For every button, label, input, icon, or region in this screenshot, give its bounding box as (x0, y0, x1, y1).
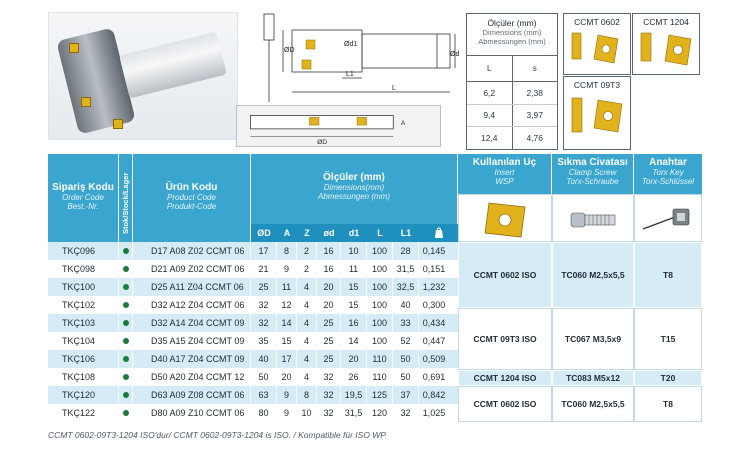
cell-Z: 4 (297, 350, 317, 368)
cell-L1: 31,5 (393, 260, 419, 278)
stock-dot-icon (123, 284, 129, 290)
table-row (48, 386, 458, 404)
cell-weight: 0,842 (422, 390, 446, 400)
dim-row (467, 82, 557, 105)
group-screw-1: TC060 M2,5x5,5 (552, 242, 634, 308)
cell-L1: 50 (393, 368, 419, 386)
product-code-cell: D21 A09 Z02 CCMT 06 (133, 260, 251, 278)
insert-image (113, 119, 123, 129)
cell-A: 11 (277, 278, 297, 296)
order-code-cell: TKÇ096 (48, 242, 119, 260)
cell-od: 16 (317, 242, 341, 260)
screw-de: Torx-Schraube (566, 177, 619, 186)
label-L1: L1 (346, 71, 354, 78)
dims-en: Dimensions(mm) (323, 183, 385, 192)
product-code-cell: D40 A17 Z04 CCMT 09 (133, 350, 251, 368)
screw-header-image (552, 194, 634, 242)
group-screw-4: TC060 M2,5x5,5 (552, 386, 634, 422)
group-insert-2: CCMT 09T3 ISO (458, 308, 552, 370)
key-de: Torx-Schlüssel (641, 177, 695, 186)
label-A: A (400, 120, 406, 128)
table-row (48, 242, 458, 260)
cell-L: 100 (367, 260, 393, 278)
cell-d1: 11 (341, 260, 367, 278)
insert-label: Kullanılan Uç (472, 157, 537, 168)
insert-1204-icon (633, 27, 701, 73)
insert-icon (459, 195, 553, 243)
cell-L1: 32 (393, 404, 419, 422)
subhdr-D: ØD (251, 224, 277, 242)
tool-shank (119, 32, 227, 99)
dim-title-en: Dimensions (mm) (482, 28, 542, 37)
product-photo (48, 12, 238, 140)
insert-title: CCMT 1204 (643, 17, 689, 27)
insert-09t3-icon (564, 90, 632, 148)
technical-drawing (262, 12, 462, 112)
product-code-cell: D32 A14 Z04 CCMT 09 (133, 314, 251, 332)
cell-L1: 40 (393, 296, 419, 314)
subhdr-weight (419, 224, 458, 242)
cell-A: 9 (277, 260, 297, 278)
stock-dot-icon (123, 248, 129, 254)
header-order-code (48, 154, 119, 242)
order-code-cell: TKÇ102 (48, 296, 119, 314)
subhdr-L1: L1 (393, 224, 419, 242)
screw-en: Clamp Screw (568, 168, 617, 177)
cell-D: 40 (251, 350, 277, 368)
group-insert-4: CCMT 0602 ISO (458, 386, 552, 422)
dim-title-de: Abmessungen (mm) (478, 37, 546, 46)
stock-indicator (119, 278, 133, 296)
cell-L: 100 (367, 242, 393, 260)
cell-d1: 26 (341, 368, 367, 386)
weight-icon (433, 227, 445, 239)
label-D: ØD (284, 47, 295, 54)
cell-L1: 52 (393, 332, 419, 350)
cell-od: 32 (317, 386, 341, 404)
table-row (48, 314, 458, 332)
cell-Z: 8 (297, 386, 317, 404)
cell-D: 25 (251, 278, 277, 296)
cell-L: 125 (367, 386, 393, 404)
cell-A: 12 (277, 296, 297, 314)
cell-weight: 0,434 (422, 318, 446, 328)
key-icon (635, 195, 703, 243)
group-key-2: T15 (634, 308, 702, 370)
table-row (48, 332, 458, 350)
cell-Z: 4 (297, 296, 317, 314)
cell-D: 32 (251, 314, 277, 332)
stock-label: Stok/Stock/Lager (121, 172, 130, 234)
dim-cell: 12,4 (467, 127, 513, 150)
cell-od: 20 (317, 278, 341, 296)
header-product-code (133, 154, 251, 242)
stock-indicator (119, 296, 133, 314)
cell-D: 35 (251, 332, 277, 350)
cell-L1: 33 (393, 314, 419, 332)
table-row (48, 260, 458, 278)
dims-label: Ölçüler (mm) (323, 172, 385, 183)
cell-L1: 28 (393, 242, 419, 260)
cell-A: 9 (277, 386, 297, 404)
cell-od: 20 (317, 296, 341, 314)
table-row (48, 296, 458, 314)
cell-D: 21 (251, 260, 277, 278)
cell-L: 100 (367, 296, 393, 314)
cell-L: 100 (367, 314, 393, 332)
cell-od: 32 (317, 404, 341, 422)
cell-Z: 4 (297, 368, 317, 386)
cell-Z: 2 (297, 242, 317, 260)
label-D-bottom: ØD (317, 139, 328, 147)
order-code-cell: TKÇ104 (48, 332, 119, 350)
order-code-en: Order Code (62, 193, 104, 202)
cell-L: 110 (367, 350, 393, 368)
group-key-1: T8 (634, 242, 702, 308)
cell-L: 100 (367, 332, 393, 350)
order-code-cell: TKÇ120 (48, 386, 119, 404)
cell-D: 63 (251, 386, 277, 404)
cell-Z: 4 (297, 332, 317, 350)
dims-de: Abmessungen (mm) (317, 192, 391, 201)
order-code-de: Best.-Nr. (67, 202, 99, 211)
table-row (48, 404, 458, 422)
insert-panel-09t3 (563, 76, 631, 150)
subhdr-d1: d1 (341, 224, 367, 242)
insert-title: CCMT 0602 (574, 17, 620, 27)
cell-d1: 14 (341, 332, 367, 350)
product-code-cell: D17 A08 Z02 CCMT 06 (133, 242, 251, 260)
header-insert (458, 154, 552, 194)
cell-d1: 16 (341, 314, 367, 332)
stock-dot-icon (123, 266, 129, 272)
cell-d1: 15 (341, 278, 367, 296)
stock-dot-icon (123, 410, 129, 416)
insert-panel-1204 (632, 13, 700, 75)
header-key (634, 154, 702, 194)
order-code-cell: TKÇ122 (48, 404, 119, 422)
group-insert-1: CCMT 0602 ISO (458, 242, 552, 308)
insert-title: CCMT 09T3 (573, 80, 621, 90)
insert-0602-icon (564, 27, 632, 73)
stock-indicator (119, 242, 133, 260)
product-code-cell: D25 A11 Z04 CCMT 06 (133, 278, 251, 296)
dim-col-l: L (467, 56, 513, 81)
product-code-de: Produkt-Code (166, 202, 217, 211)
cell-A: 14 (277, 314, 297, 332)
cell-L1: 37 (393, 386, 419, 404)
cell-d1: 19,5 (341, 386, 367, 404)
cell-Z: 10 (297, 404, 317, 422)
cell-D: 32 (251, 296, 277, 314)
stock-indicator (119, 368, 133, 386)
cell-L1: 32,5 (393, 278, 419, 296)
screw-label: Sıkma Civatası (557, 157, 628, 168)
cell-Z: 4 (297, 278, 317, 296)
dim-cell: 3,97 (526, 110, 544, 121)
cell-L: 100 (367, 278, 393, 296)
stock-indicator (119, 386, 133, 404)
order-code-cell: TKÇ103 (48, 314, 119, 332)
cell-d1: 31,5 (341, 404, 367, 422)
key-en: Torx Key (652, 168, 684, 177)
cell-L: 110 (367, 368, 393, 386)
group-key-3: T20 (634, 370, 702, 386)
order-code-cell: TKÇ100 (48, 278, 119, 296)
subhdr-od: ød (317, 224, 341, 242)
insert-image (69, 43, 79, 53)
stock-dot-icon (123, 320, 129, 326)
dim-row (467, 127, 557, 150)
product-table (48, 154, 702, 424)
product-code-cell: D50 A20 Z04 CCMT 12 (133, 368, 251, 386)
stock-indicator (119, 404, 133, 422)
cell-D: 80 (251, 404, 277, 422)
insert-image (81, 97, 91, 107)
cell-od: 25 (317, 350, 341, 368)
group-key-4: T8 (634, 386, 702, 422)
group-screw-2: TC067 M3,5x9 (552, 308, 634, 370)
product-code-label: Ürün Kodu (165, 182, 218, 193)
cell-weight: 0,151 (422, 264, 446, 274)
dim-cell: 6,2 (467, 82, 513, 104)
cell-D: 17 (251, 242, 277, 260)
stock-indicator (119, 350, 133, 368)
cell-weight: 0,300 (422, 300, 446, 310)
cell-A: 15 (277, 332, 297, 350)
stock-dot-icon (123, 392, 129, 398)
cell-Z: 4 (297, 314, 317, 332)
stock-indicator (119, 260, 133, 278)
group-insert-3: CCMT 1204 ISO (458, 370, 552, 386)
label-d1: Ød1 (344, 41, 358, 48)
order-code-cell: TKÇ106 (48, 350, 119, 368)
footnote: CCMT 0602-09T3-1204 ISO'dur/ CCMT 0602-09T3-1204 is ISO. / Kompatible für ISO WP (48, 430, 386, 440)
order-code-cell: TKÇ098 (48, 260, 119, 278)
order-code-cell: TKÇ108 (48, 368, 119, 386)
stock-indicator (119, 314, 133, 332)
stock-dot-icon (123, 338, 129, 344)
cell-d1: 10 (341, 242, 367, 260)
dim-cell: 4,76 (526, 133, 544, 144)
cell-A: 9 (277, 404, 297, 422)
key-header-image (634, 194, 702, 242)
cell-weight: 0,509 (422, 354, 446, 364)
label-od: Ød (450, 51, 460, 58)
dimensions-table (466, 13, 558, 150)
stock-dot-icon (123, 374, 129, 380)
dim-cell: 2,38 (526, 87, 544, 98)
dim-col-s: s (532, 64, 537, 73)
header-stock (119, 154, 133, 242)
table-row (48, 368, 458, 386)
product-code-cell: D32 A12 Z04 CCMT 06 (133, 296, 251, 314)
group-screw-3: TC083 M5x12 (552, 370, 634, 386)
insert-de: WSP (495, 177, 514, 186)
table-row (48, 278, 458, 296)
section-drawing (236, 105, 441, 147)
cell-weight: 0,691 (422, 372, 446, 382)
cell-weight: 1,232 (422, 282, 446, 292)
cell-A: 17 (277, 350, 297, 368)
cell-weight: 0,145 (422, 246, 446, 256)
dimensions-header (467, 14, 557, 56)
product-code-cell: D80 A09 Z10 CCMT 06 (133, 404, 251, 422)
label-L: L (392, 85, 396, 92)
screw-icon (553, 195, 635, 243)
subhdr-A: A (277, 224, 297, 242)
cell-od: 32 (317, 368, 341, 386)
table-row (48, 350, 458, 368)
dim-title: Ölçüler (mm) (487, 18, 537, 28)
cell-od: 25 (317, 314, 341, 332)
cell-od: 16 (317, 260, 341, 278)
cell-Z: 2 (297, 260, 317, 278)
cell-L1: 50 (393, 350, 419, 368)
header-screw (552, 154, 634, 194)
cell-D: 50 (251, 368, 277, 386)
product-code-cell: D35 A15 Z04 CCMT 09 (133, 332, 251, 350)
cell-A: 20 (277, 368, 297, 386)
cell-d1: 20 (341, 350, 367, 368)
dim-row (467, 105, 557, 128)
insert-en: Insert (494, 168, 515, 177)
cell-A: 8 (277, 242, 297, 260)
cell-L: 120 (367, 404, 393, 422)
product-code-cell: D63 A09 Z08 CCMT 06 (133, 386, 251, 404)
insert-header-image (458, 194, 552, 242)
stock-dot-icon (123, 302, 129, 308)
insert-panel-0602 (563, 13, 631, 75)
order-code-label: Sipariş Kodu (52, 182, 114, 193)
key-label: Anahtar (649, 157, 687, 168)
cell-d1: 15 (341, 296, 367, 314)
cell-od: 25 (317, 332, 341, 350)
cell-weight: 1,025 (422, 408, 446, 418)
dim-cell: 9,4 (467, 105, 513, 127)
subhdr-Z: Z (297, 224, 317, 242)
stock-indicator (119, 332, 133, 350)
subhdr-L: L (367, 224, 393, 242)
cell-weight: 0,447 (422, 336, 446, 346)
product-code-en: Product Code (167, 193, 216, 202)
stock-dot-icon (123, 356, 129, 362)
